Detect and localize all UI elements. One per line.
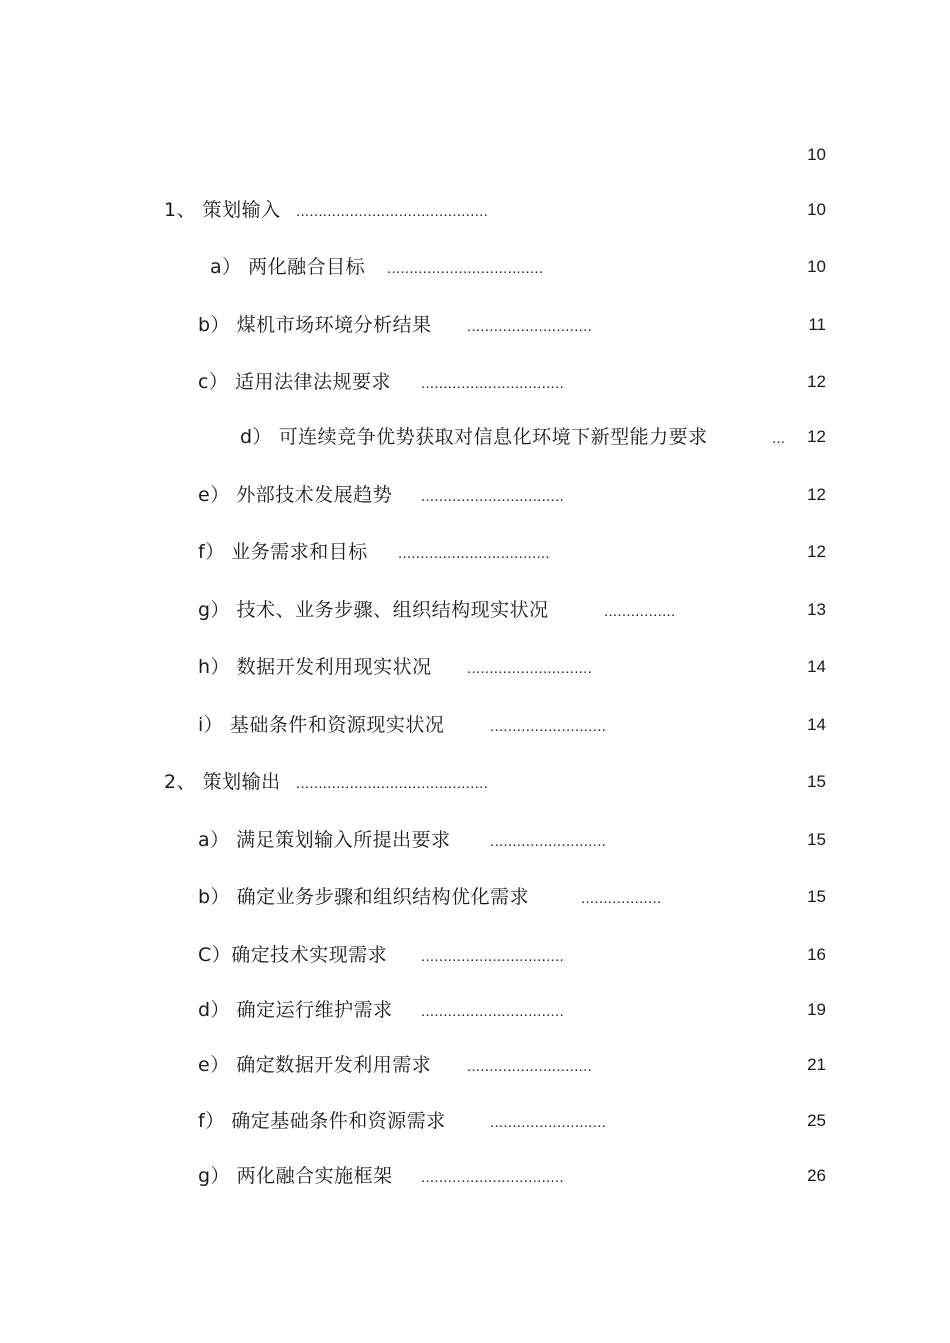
toc-top-page-line: [0, 138, 950, 172]
toc-page-number: 11: [808, 315, 826, 334]
toc-page-number: 16: [807, 945, 826, 964]
toc-entry-label: d） 确定运行维护需求: [198, 999, 393, 1021]
toc-leader-dots: ................................: [421, 375, 564, 392]
toc-entry-label: f） 业务需求和目标: [198, 541, 368, 563]
toc-entry[interactable]: [0, 765, 950, 799]
toc-leader-dots: ..................: [581, 890, 662, 907]
toc-leader-dots: ..........................: [490, 1114, 607, 1131]
toc-page-number: 12: [807, 372, 826, 391]
toc-entry[interactable]: [0, 823, 950, 857]
toc-leader-dots: ................................: [421, 1003, 564, 1020]
toc-entry-label: a） 满足策划输入所提出要求: [198, 829, 451, 851]
toc-entry-label: h） 数据开发利用现实状况: [198, 656, 432, 678]
toc-entry-label: g） 两化融合实施框架: [198, 1165, 393, 1187]
toc-entry-label: c） 适用法律法规要求: [198, 371, 391, 393]
toc-page-number: 19: [807, 1000, 826, 1019]
toc-leader-dots: ............................: [467, 318, 593, 335]
toc-entry[interactable]: [0, 880, 950, 914]
toc-entry[interactable]: [0, 308, 950, 342]
toc-page-number: 14: [807, 657, 826, 676]
toc-entry[interactable]: [0, 535, 950, 569]
toc-leader-dots: ................................: [421, 1169, 564, 1186]
toc-leader-dots: ................................: [421, 948, 564, 965]
toc-leader-dots: ...................................: [387, 260, 544, 277]
toc-page-number: 12: [807, 542, 826, 561]
toc-entry[interactable]: [0, 193, 950, 227]
toc-leader-dots: ...: [772, 430, 786, 447]
toc-page-number: 14: [807, 715, 826, 734]
toc-leader-dots: ...........................................: [296, 203, 489, 220]
toc-entry[interactable]: [0, 478, 950, 512]
toc-entry-label: i） 基础条件和资源现实状况: [198, 714, 445, 736]
toc-leader-dots: ..................................: [398, 545, 550, 562]
toc-entry[interactable]: [0, 420, 950, 454]
toc-page-number: 10: [807, 145, 826, 164]
toc-page-number: 12: [807, 427, 826, 446]
toc-entry-label: C）确定技术实现需求: [198, 944, 388, 966]
toc-page-number: 12: [807, 485, 826, 504]
toc-leader-dots: ................................: [421, 488, 564, 505]
toc-entry-label: 1、 策划输入: [164, 199, 281, 221]
toc-entry-label: b） 确定业务步骤和组织结构优化需求: [198, 886, 530, 908]
toc-entry-label: b） 煤机市场环境分析结果: [198, 314, 432, 336]
toc-entry[interactable]: [0, 993, 950, 1027]
toc-page-number: 15: [807, 772, 826, 791]
toc-leader-dots: ............................: [467, 660, 593, 677]
toc-entry-label: f） 确定基础条件和资源需求: [198, 1110, 446, 1132]
toc-page-number: 10: [807, 257, 826, 276]
toc-entry[interactable]: [0, 1159, 950, 1193]
toc-entry[interactable]: [0, 593, 950, 627]
toc-entry[interactable]: [0, 650, 950, 684]
toc-page-number: 21: [807, 1055, 826, 1074]
toc-leader-dots: ..........................: [490, 833, 607, 850]
toc-entry-label: e） 确定数据开发利用需求: [198, 1054, 432, 1076]
toc-entry[interactable]: [0, 708, 950, 742]
toc-entry[interactable]: [0, 1104, 950, 1138]
toc-page-number: 25: [807, 1111, 826, 1130]
toc-entry[interactable]: [0, 1048, 950, 1082]
toc-leader-dots: ................: [604, 603, 676, 620]
toc-entry[interactable]: [0, 938, 950, 972]
toc-entry-label: a） 两化融合目标: [210, 256, 366, 278]
toc-entry-label: g） 技术、业务步骤、组织结构现实状况: [198, 599, 549, 621]
toc-entry-label: 2、 策划输出: [164, 771, 281, 793]
toc-page-number: 10: [807, 200, 826, 219]
toc-page-number: 15: [807, 830, 826, 849]
toc-entry-label: d） 可连续竞争优势获取对信息化环境下新型能力要求: [240, 426, 708, 448]
toc-leader-dots: ............................: [467, 1058, 593, 1075]
toc-leader-dots: ...........................................: [296, 775, 489, 792]
toc-page-number: 26: [807, 1166, 826, 1185]
toc-page-number: 15: [807, 887, 826, 906]
toc-leader-dots: ..........................: [490, 718, 607, 735]
toc-entry[interactable]: [0, 250, 950, 284]
toc-entry[interactable]: [0, 365, 950, 399]
toc-page-number: 13: [807, 600, 826, 619]
toc-entry-label: e） 外部技术发展趋势: [198, 484, 393, 506]
